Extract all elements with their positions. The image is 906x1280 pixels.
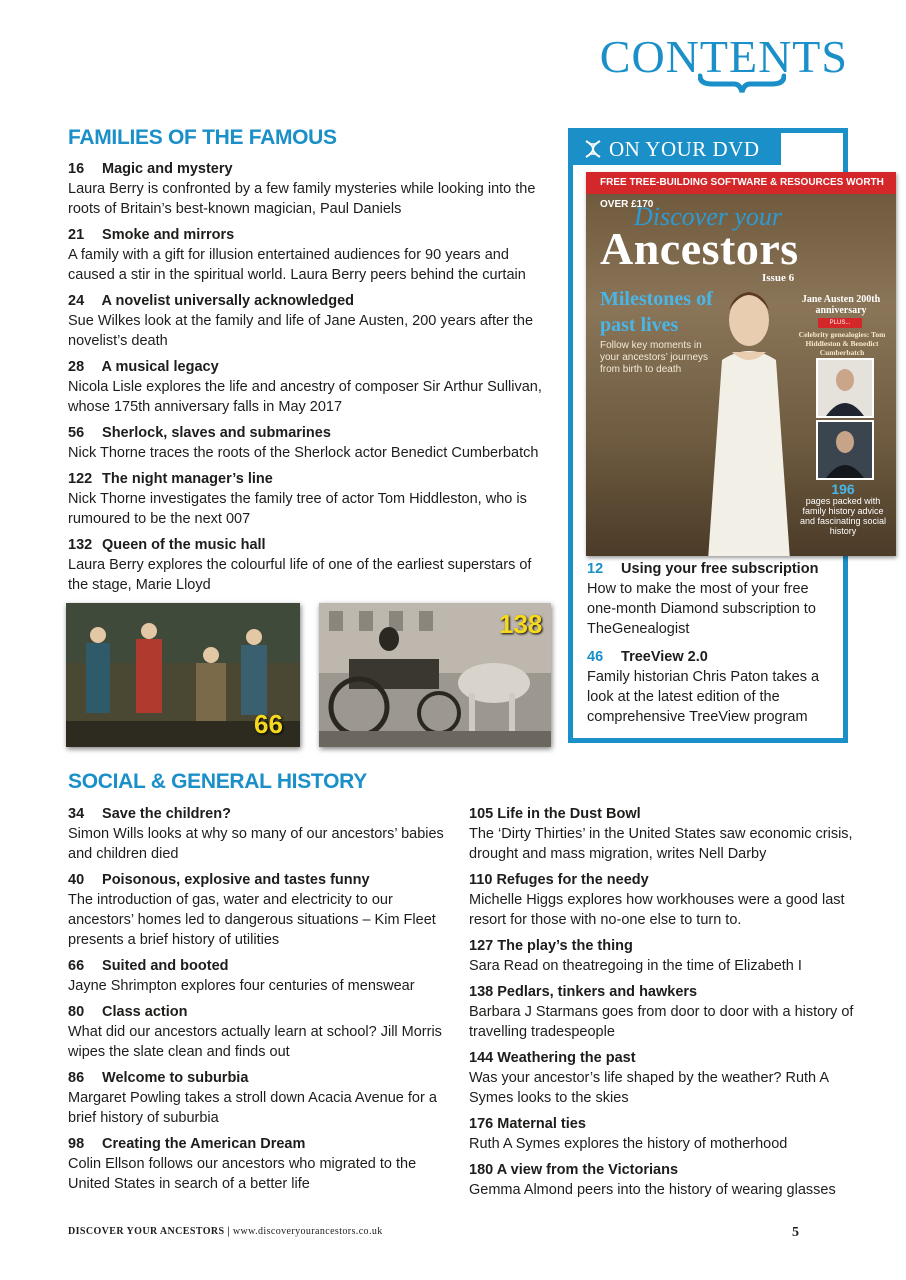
list-item[interactable]: 46 TreeView 2.0 Family historian Chris Paton takes a look at the latest edition of the comprehensive TreeView program: [587, 649, 820, 725]
list-item[interactable]: 66 Suited and booted Jayne Shrimpton explores four centuries of menswear: [68, 958, 415, 994]
cover-headline: Milestones of past lives: [600, 288, 713, 336]
list-item[interactable]: 34 Save the children? Simon Wills looks at why so many of our ancestors’ babies and children died: [68, 806, 444, 862]
page-number: 5: [792, 1225, 799, 1240]
families-list: [68, 159, 548, 601]
cover-plus-badge: PLUS...: [818, 318, 862, 328]
magazine-cover[interactable]: [586, 172, 896, 556]
cover-brand-top: Discover your: [634, 202, 783, 231]
photo-page-number: 138: [499, 609, 543, 639]
list-item[interactable]: 80 Class action What did our ancestors actually learn at school? Jill Morris wipes the slate clean and finds out: [68, 1004, 442, 1060]
list-item[interactable]: 144 Weathering the past Was your ancestor’s life shaped by the weather? Ruth A Symes looks to the skies: [469, 1050, 829, 1106]
cover-celebs: Celebrity genealogies: Tom Hiddleston & Benedict Cumberbatch: [798, 330, 886, 357]
cover-pages-note: 196 pages packed with family history advice and fascinating social history: [799, 481, 887, 536]
list-item[interactable]: 86 Welcome to suburbia Margaret Powling takes a stroll down Acacia Avenue for a brief history of suburbia: [68, 1070, 437, 1126]
list-item[interactable]: 12 Using your free subscription How to make the most of your free one-month Diamond subscription to TheGenealogist: [587, 561, 819, 637]
section-heading-families: FAMILIES OF THE FAMOUS: [68, 126, 337, 149]
social-list-left: [68, 804, 460, 1200]
dna-icon: [583, 139, 603, 159]
dvd-tab: [573, 133, 781, 165]
list-item[interactable]: 122 The night manager’s line Nick Thorne investigates the family tree of actor Tom Hiddleston, who is rumoured to be the next 007: [68, 471, 527, 527]
social-list-right: [469, 804, 861, 1206]
list-item[interactable]: 105 Life in the Dust Bowl The ‘Dirty Thirties’ in the United States saw economic crisis, drought and mass migration, writes Nell Darby: [469, 806, 853, 862]
list-item[interactable]: 138 Pedlars, tinkers and hawkers Barbara J Starmans goes from door to door with a history of travelling tradespeople: [469, 984, 854, 1040]
cover-issue: Issue 6: [762, 272, 795, 284]
cover-photo-hiddleston: [816, 358, 874, 418]
dvd-label: ON YOUR DVD: [609, 137, 760, 161]
list-item[interactable]: 28 A musical legacy Nicola Lisle explores the life and ancestry of composer Sir Arthur Sullivan, whose 175th anniversary falls in May 2017: [68, 359, 542, 415]
photo-gentlemen-painting[interactable]: [66, 603, 300, 747]
cover-subline: Follow key moments in your ancestors’ journeys from birth to death: [600, 340, 709, 375]
list-item[interactable]: 98 Creating the American Dream Colin Ellson follows our ancestors who migrated to the United States in search of a better life: [68, 1136, 417, 1192]
cover-photo-cumberbatch: [816, 420, 874, 480]
footer-credit: DISCOVER YOUR ANCESTORS | www.discoveryourancestors.co.uk: [68, 1226, 383, 1237]
list-item[interactable]: 180 A view from the Victorians Gemma Almond peers into the history of wearing glasses: [469, 1162, 836, 1198]
section-heading-social: SOCIAL & GENERAL HISTORY: [68, 770, 367, 793]
cover-brand-main: Ancestors: [600, 223, 799, 274]
photo-horse-cart[interactable]: [319, 603, 551, 747]
footer-url[interactable]: www.discoveryourancestors.co.uk: [232, 1226, 383, 1237]
cover-banner: FREE TREE-BUILDING SOFTWARE & RESOURCES WORTH OVER £170: [586, 172, 896, 194]
list-item[interactable]: 56 Sherlock, slaves and submarines Nick Thorne traces the roots of the Sherlock actor Benedict Cumberbatch: [68, 425, 539, 461]
list-item[interactable]: 16 Magic and mystery Laura Berry is confronted by a few family mysteries while looking into the roots of Britain’s best-known magician, Paul Daniels: [68, 161, 536, 217]
dvd-list: [587, 559, 837, 733]
list-item[interactable]: 24 A novelist universally acknowledged Sue Wilkes look at the family and life of Jane Austen, 200 years after the novelist’s death: [68, 293, 534, 349]
footer-magazine: DISCOVER YOUR ANCESTORS: [68, 1226, 225, 1237]
title-brace-ornament: [698, 72, 786, 96]
cover-side-title: Jane Austen 200th anniversary: [801, 294, 881, 316]
photo-page-number: 66: [254, 709, 283, 739]
list-item[interactable]: 176 Maternal ties Ruth A Symes explores the history of motherhood: [469, 1116, 788, 1152]
list-item[interactable]: 127 The play’s the thing Sara Read on theatregoing in the time of Elizabeth I: [469, 938, 802, 974]
page-title: CONTENTS: [599, 31, 848, 82]
list-item[interactable]: 132 Queen of the music hall Laura Berry explores the colourful life of one of the earliest superstars of the stage, Marie Lloyd: [68, 537, 532, 593]
list-item[interactable]: 40 Poisonous, explosive and tastes funny The introduction of gas, water and electricity to our ancestors’ homes led to dangerous situations – Kim Fleet presents a brief history of utilities: [68, 872, 436, 948]
list-item[interactable]: 21 Smoke and mirrors A family with a gift for illusion entertained audiences for 90 years and caused a stir in the spiritual world. Laura Berry peers behind the curtain: [68, 227, 526, 283]
list-item[interactable]: 110 Refuges for the needy Michelle Higgs explores how workhouses were a good last resort for those with no-one else to turn to.: [469, 872, 845, 928]
